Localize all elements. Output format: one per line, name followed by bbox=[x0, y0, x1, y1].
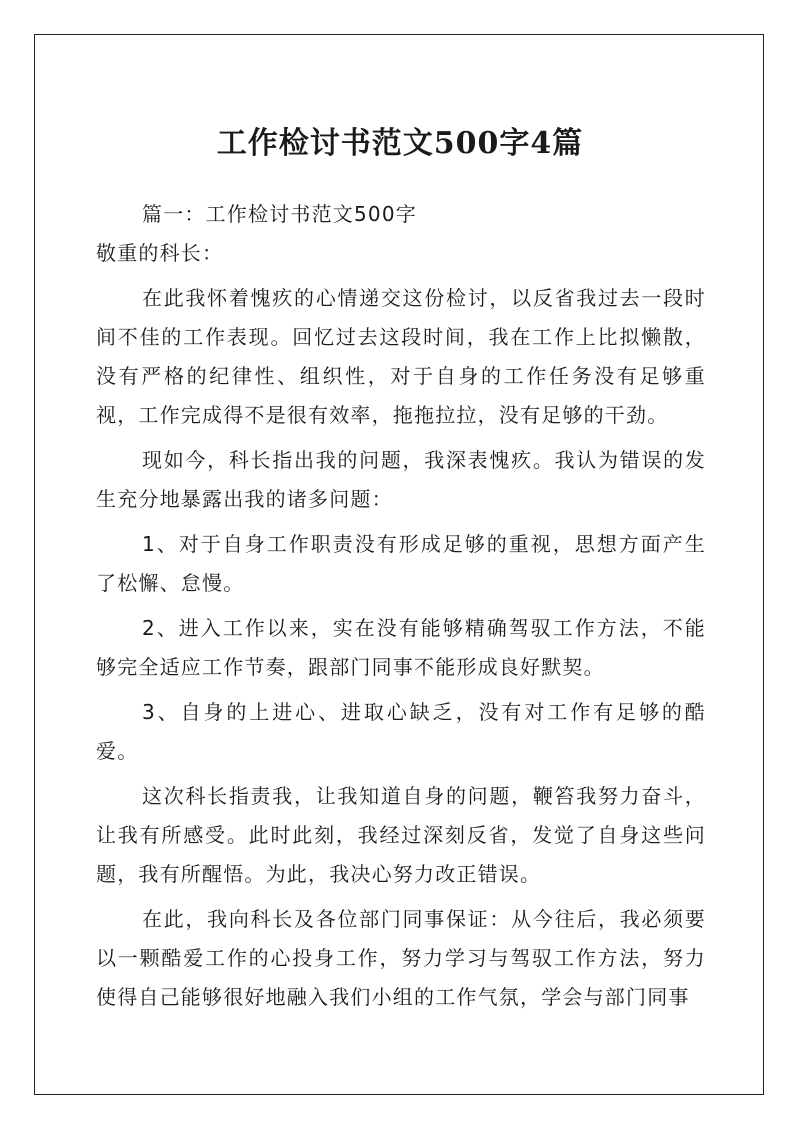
salutation: 敬重的科长： bbox=[96, 241, 224, 265]
list-item: 2、进入工作以来，实在没有能够精确驾驭工作方法，不能够完全适应工作节奏，跟部门同事不能形成良好默契。 bbox=[96, 616, 706, 679]
paragraph: 在此我怀着愧疚的心情递交这份检讨，以反省我过去一段时间不佳的工作表现。回忆过去这段时间，我在工作上比拟懒散，没有严格的纪律性、组织性，对于自身的工作任务没有足够重视，工作完成得不是很有效率，拖拖拉拉，没有足够的干劲。 bbox=[96, 286, 706, 427]
paragraph: 在此，我向科长及各位部门同事保证：从今往后，我必须要以一颗酷爱工作的心投身工作，努力学习与驾驭工作方法，努力使得自己能够很好地融入我们小组的工作气氛，学会与部门同事 bbox=[96, 907, 706, 1009]
list-item: 3、自身的上进心、进取心缺乏，没有对工作有足够的酷爱。 bbox=[96, 700, 706, 763]
section-heading: 篇一：工作检讨书范文500字 bbox=[142, 202, 417, 226]
document-body bbox=[96, 195, 706, 1017]
document-title: 工作检讨书范文500字4篇 bbox=[216, 126, 584, 161]
paragraph: 现如今，科长指出我的问题，我深表愧疚。我认为错误的发生充分地暴露出我的诸多问题： bbox=[96, 448, 706, 511]
paragraph: 这次科长指责我，让我知道自身的问题，鞭笞我努力奋斗，让我有所感受。此时此刻，我经过深刻反省，发觉了自身这些问题，我有所醒悟。为此，我决心努力改正错误。 bbox=[96, 784, 706, 886]
list-item: 1、对于自身工作职责没有形成足够的重视，思想方面产生了松懈、怠慢。 bbox=[96, 532, 706, 595]
